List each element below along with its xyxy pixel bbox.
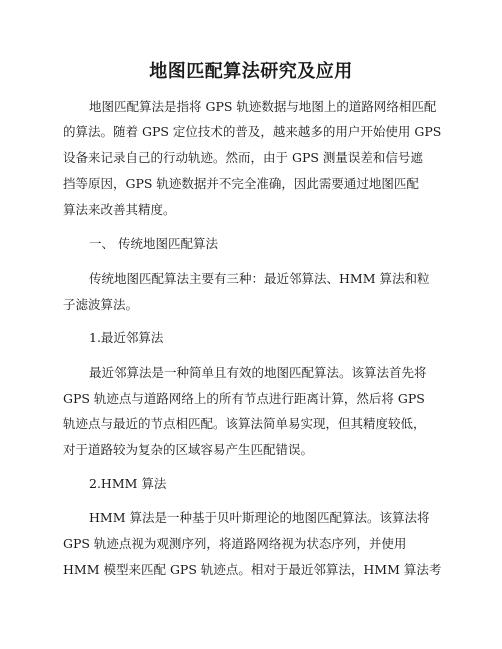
paragraph-3-line-1: 最近邻算法是一种简单且有效的地图匹配算法。该算法首先将 bbox=[89, 365, 427, 380]
paragraph-2-line-1: 传统地图匹配算法主要有三种：最近邻算法、HMM 算法和粒 bbox=[89, 271, 430, 286]
section-heading-1: 一、 传统地图匹配算法 bbox=[89, 236, 218, 251]
paragraph-3-line-4: 对于道路较为复杂的区域容易产生匹配错误。 bbox=[63, 442, 314, 457]
paragraph-1-line-1: 地图匹配算法是指将 GPS 轨迹数据与地图上的道路网络相匹配 bbox=[89, 99, 437, 114]
paragraph-1-line-4: 挡等原因，GPS 轨迹数据并不完全准确，因此需要通过地图匹配 bbox=[63, 176, 419, 191]
document-title: 地图匹配算法研究及应用 bbox=[149, 61, 353, 82]
paragraph-3-line-3: 轨迹点与最近的节点相匹配。该算法简单易实现，但其精度较低， bbox=[63, 416, 426, 431]
subheading-nearest-neighbor: 1.最近邻算法 bbox=[89, 330, 164, 345]
paragraph-4-line-3: HMM 模型来匹配 GPS 轨迹点。相对于最近邻算法，HMM 算法考 bbox=[63, 562, 442, 577]
paragraph-4-line-1: HMM 算法是一种基于贝叶斯理论的地图匹配算法。该算法将 bbox=[89, 510, 430, 525]
paragraph-1-line-2: 的算法。随着 GPS 定位技术的普及，越来越多的用户开始使用 GPS bbox=[63, 124, 442, 139]
paragraph-2-line-2: 子滤波算法。 bbox=[63, 297, 139, 312]
paragraph-1-line-5: 算法来改善其精度。 bbox=[63, 202, 176, 217]
paragraph-1-line-3: 设备来记录自己的行动轨迹。然而，由于 GPS 测量误差和信号遮 bbox=[63, 150, 423, 165]
subheading-hmm: 2.HMM 算法 bbox=[89, 476, 167, 491]
paragraph-3-line-2: GPS 轨迹点与道路网络上的所有节点进行距离计算，然后将 GPS bbox=[63, 391, 425, 406]
paragraph-4-line-2: GPS 轨迹点视为观测序列，将道路网络视为状态序列，并使用 bbox=[63, 536, 407, 551]
